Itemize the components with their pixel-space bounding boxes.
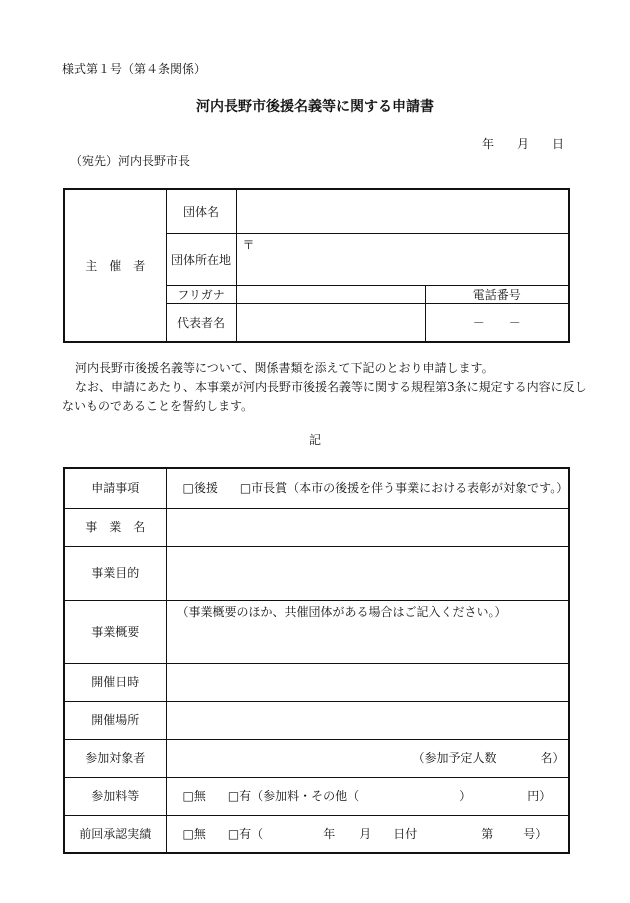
project-name-label: 事 業 名 <box>64 508 166 546</box>
body-line-2: なお、申請にあたり、本事業が河内長野市後援名義等に関する規程第3条に規定する内容に反し <box>75 380 587 394</box>
target-label: 参加対象者 <box>64 739 166 777</box>
rep-name-label: 代表者名 <box>166 304 236 343</box>
fee-paren-close: ） <box>459 789 472 803</box>
organizer-section-label: 主 催 者 <box>64 189 166 342</box>
checkbox-prev-yes[interactable]: □有（ <box>227 826 264 841</box>
datetime-field[interactable] <box>166 663 569 701</box>
furigana-field[interactable] <box>236 286 425 304</box>
summary-label: 事業概要 <box>64 600 166 663</box>
prev-month-label: 月 <box>359 826 372 841</box>
prev-dated-label: 日付 <box>393 826 418 841</box>
fee-field[interactable] <box>166 777 569 815</box>
application-item-label: 申請事項 <box>64 468 166 508</box>
page-title: 河内長野市後援名義等に関する申請書 <box>196 99 434 115</box>
postal-mark: 〒 <box>242 238 255 252</box>
phone-field[interactable] <box>425 304 569 343</box>
addressee: （宛先）河内長野市長 <box>70 154 191 168</box>
purpose-label: 事業目的 <box>64 546 166 600</box>
checkbox-fee-yes[interactable]: □有（参加料・その他（ <box>227 789 360 803</box>
ki-label: 記 <box>308 433 321 447</box>
phone-separator: － <box>472 315 485 330</box>
form-number: 様式第１号（第４条関係） <box>62 62 207 76</box>
previous-approval-label: 前回承認実績 <box>64 815 166 853</box>
org-address-field[interactable] <box>236 234 569 286</box>
venue-label: 開催場所 <box>64 701 166 739</box>
phone-label: 電話番号 <box>425 286 569 304</box>
body-line-3: ないものであることを誓約します。 <box>62 399 254 413</box>
fee-label: 参加料等 <box>64 777 166 815</box>
fee-yen: 円） <box>527 789 552 803</box>
application-item-field[interactable] <box>166 468 569 508</box>
summary-note: （事業概要のほか、共催団体がある場合はご記入ください。） <box>176 604 507 619</box>
expected-count-open: （参加予定人数 <box>412 751 497 765</box>
checkbox-mayor-award[interactable]: □市長賞（本市の後援を伴う事業における表彰が対象です。） <box>239 481 569 496</box>
prev-go-label: 号） <box>523 826 548 841</box>
phone-separator: － <box>508 315 521 330</box>
expected-count-close: 名） <box>540 751 565 765</box>
summary-field[interactable] <box>166 600 569 663</box>
venue-field[interactable] <box>166 701 569 739</box>
application-table <box>63 467 570 854</box>
org-name-label: 団体名 <box>166 189 236 234</box>
organizer-table <box>63 188 570 343</box>
project-name-field[interactable] <box>166 508 569 546</box>
date-year-label: 年 <box>482 137 495 151</box>
org-address-label: 団体所在地 <box>166 234 236 286</box>
datetime-label: 開催日時 <box>64 663 166 701</box>
checkbox-support[interactable]: □後援 <box>182 481 218 496</box>
org-name-field[interactable] <box>236 189 569 234</box>
prev-year-label: 年 <box>323 826 336 841</box>
body-line-1: 河内長野市後援名義等について、関係書類を添えて下記のとおり申請します。 <box>75 361 494 375</box>
prev-no-label: 第 <box>481 826 494 841</box>
furigana-label: フリガナ <box>166 286 236 304</box>
checkbox-fee-none[interactable]: □無 <box>182 789 206 803</box>
previous-approval-field[interactable] <box>166 815 569 853</box>
checkbox-prev-none[interactable]: □無 <box>182 826 206 841</box>
date-day-label: 日 <box>552 137 565 151</box>
purpose-field[interactable] <box>166 546 569 600</box>
target-field[interactable] <box>166 739 569 777</box>
rep-name-field[interactable] <box>236 304 425 343</box>
date-month-label: 月 <box>517 137 530 151</box>
